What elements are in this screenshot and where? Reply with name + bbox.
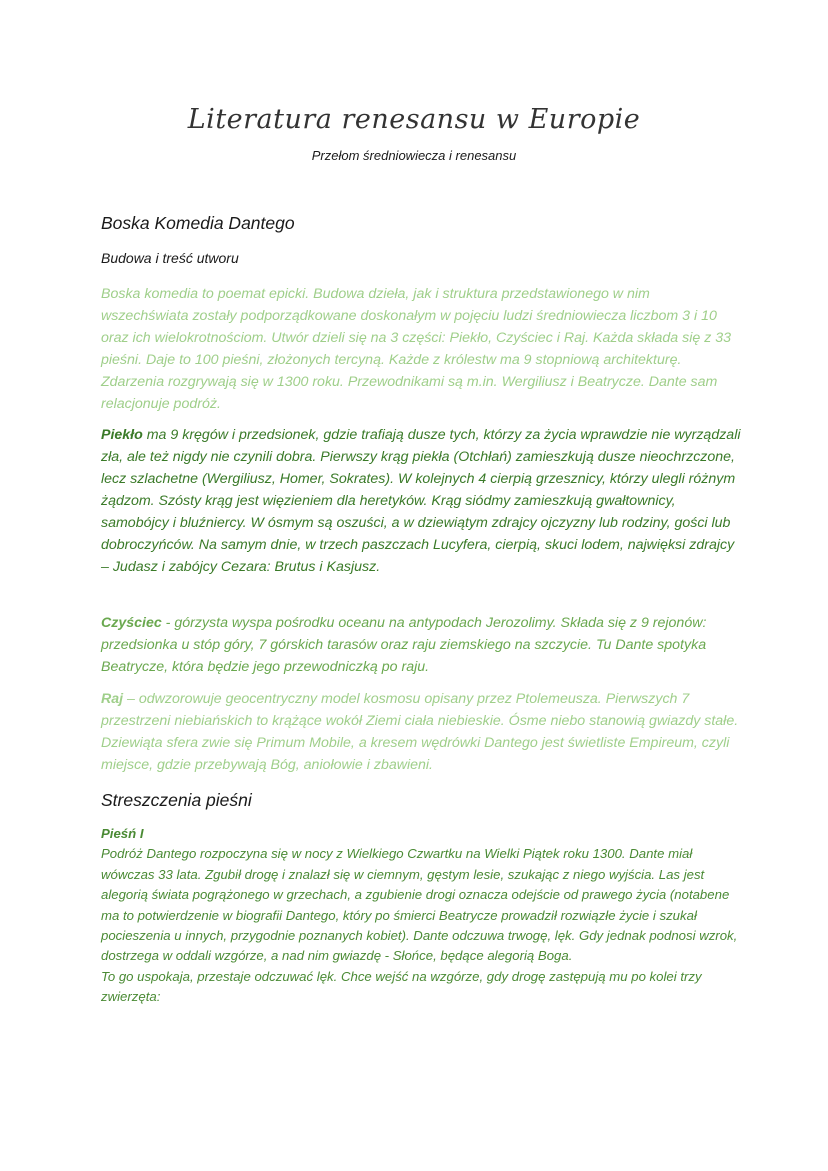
raj-term: Raj [101,691,124,707]
raj-paragraph [101,688,741,776]
canto-text: Podróż Dantego rozpoczyna się w nocy z Wielkiego Czwartku na Wielki Piątek roku 1300. Dante miał wówczas 33 lata. Zgubił drogę i znalazł się w ciemnym, gęstym lesie, szukając z niego wyjścia. Las jest alegorią świata pogrążonego w grzechach, a zgubienie drogi oznacza odejście od prawego życia (notabene ma to potwierdzenie w biografii Dantego, który po śmierci Beatrycze prowadził rozwiązłe życie i szukał pocieszenia u innych, przygodnie poznanych kobiet). Dante odczuwa trwogę, lęk. Gdy jednak podnosi wzrok, dostrzega w oddali wzgórze, a nad nim gwiazdę - Słońce, będące alegorią Boga. [101,846,738,964]
raj-text: – odwzorowuje geocentryczny model kosmosu opisany przez Ptolemeusza. Pierwszych 7 przestrzeni niebiańskich to krążące wokół Ziemi ciała niebieskie. Ósme niebo stanowią gwiazdy stałe. Dziewiąta sfera zwie się Primum Mobile, a kresem wędrówki Dantego jest świetliste Empireum, czyli miejsce, gdzie przebywają Bóg, aniołowie i zbawieni. [101,691,739,773]
document-subtitle: Przełom średniowiecza i renesansu [311,148,517,163]
pieklo-term: Piekło [101,427,143,443]
czysciec-text: - górzysta wyspa pośrodku oceanu na antypodach Jerozolimy. Składa się z 9 rejonów: przedsionka u stóp góry, 7 górskich tarasów oraz raju ziemskiego na szczycie. Tu Dante spotyka Beatrycze, która będzie jego przewodniczką po raju. [101,615,707,675]
subheading-budowa: Budowa i treść utworu [101,250,239,266]
pieklo-text: ma 9 kręgów i przedsionek, gdzie trafiają dusze tych, którzy za życia wprawdzie nie wyrządzali zła, ale też nigdy nie czynili dobra. Pierwszy krąg piekła (Otchłań) zamieszkują dusze nieochrzczone, lecz szlachetne (Wergiliusz, Homer, Sokrates). W kolejnych 4 cierpią grzesznicy, którzy ulegli różnym żądzom. Szósty krąg jest więzieniem dla heretyków. Krąg siódmy zamieszkują gwałtownicy, samobójcy i bluźniercy. W ósmym są oszuści, a w dziewiątym zdrajcy ojczyzny lub rodziny, gości lub dobroczyńców. Na samym dnie, w trzech paszczach Lucyfera, cierpią, skuci lodem, najwięksi zdrajcy – Judasz i zabójcy Cezara: Brutus i Kasjusz. [101,427,741,575]
section-heading-streszczenia: Streszczenia pieśni [101,790,252,810]
canto-block [101,824,741,1008]
document-title: Literatura renesansu w Europie [187,104,641,135]
canto-text-continued: To go uspokaja, przestaje odczuwać lęk. Chce wejść na wzgórze, gdy drogę zastępują mu po kolei trzy zwierzęta: [101,968,702,1005]
czysciec-term: Czyściec [101,615,162,631]
canto-title: Pieśń I [101,826,144,841]
pieklo-paragraph [101,424,741,578]
section-heading-boska-komedia: Boska Komedia Dantego [101,213,295,233]
czysciec-paragraph [101,612,741,678]
intro-paragraph: Boska komedia to poemat epicki. Budowa dzieła, jak i struktura przedstawionego w nim wszechświata zostały podporządkowane doskonałym w pojęciu ludzi średniowiecza liczbom 3 i 10 oraz ich wielokrotnościom. Utwór dzieli się na 3 części: Piekło, Czyściec i Raj. Każda składa się z 33 pieśni. Daje to 100 pieśni, złożonych tercyną. Każde z królestw ma 9 stopniową architekturę. Zdarzenia rozgrywają się w 1300 roku. Przewodnikami są m.in. Wergiliusz i Beatrycze. Dante sam relacjonuje podróż. [101,286,732,412]
